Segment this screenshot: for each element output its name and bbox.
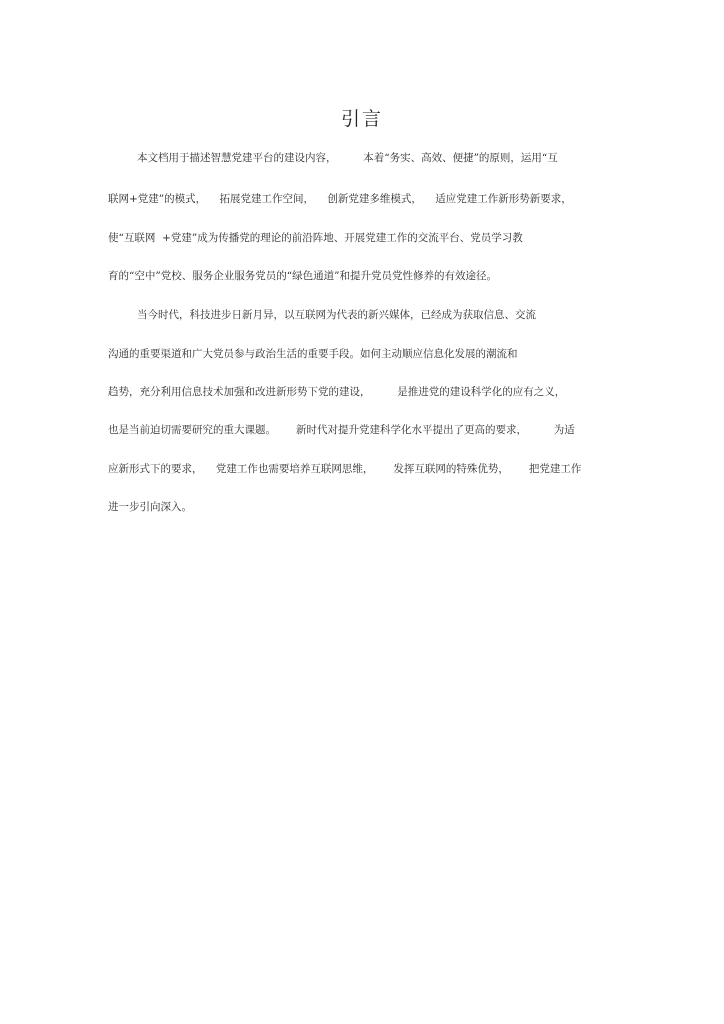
paragraph-line: 使“互联网 +党建”成为传播党的理论的前沿阵地、开展党建工作的交流平台、党员学习教 [108, 232, 523, 244]
paragraph-line: 沟通的重要渠道和广大党员参与政治生活的重要手段。如何主动顺应信息化发展的潮流和 [108, 348, 518, 360]
paragraph-line: 也是当前迫切需要研究的重大课题。 新时代对提升党建科学化水平提出了更高的要求， 为适 [108, 424, 575, 436]
paragraph-line: 育的“空中”党校、服务企业服务党员的“绿色通道”和提升党员党性修养的有效途径。 [108, 270, 497, 282]
paragraph-line: 应新形式下的要求， 党建工作也需要培养互联网思维， 发挥互联网的特殊优势， 把党建工作 [108, 463, 582, 475]
paragraph-line: 当今时代，科技进步日新月异，以互联网为代表的新兴媒体，已经成为获取信息、交流 [137, 309, 536, 321]
paragraph-line: 本文档用于描述智慧党建平台的建设内容， 本着“务实、高效、便捷”的原则，运用“互 [137, 152, 558, 164]
document-title: 引言 [340, 108, 383, 130]
paragraph-line: 联网+党建”的模式， 拓展党建工作空间， 创新党建多维模式， 适应党建工作新形势新要求， [108, 193, 572, 205]
paragraph-line: 进一步引向深入。 [108, 501, 192, 513]
paragraph-line: 趋势，充分利用信息技术加强和改进新形势下党的建设， 是推进党的建设科学化的应有之义， [108, 386, 566, 398]
